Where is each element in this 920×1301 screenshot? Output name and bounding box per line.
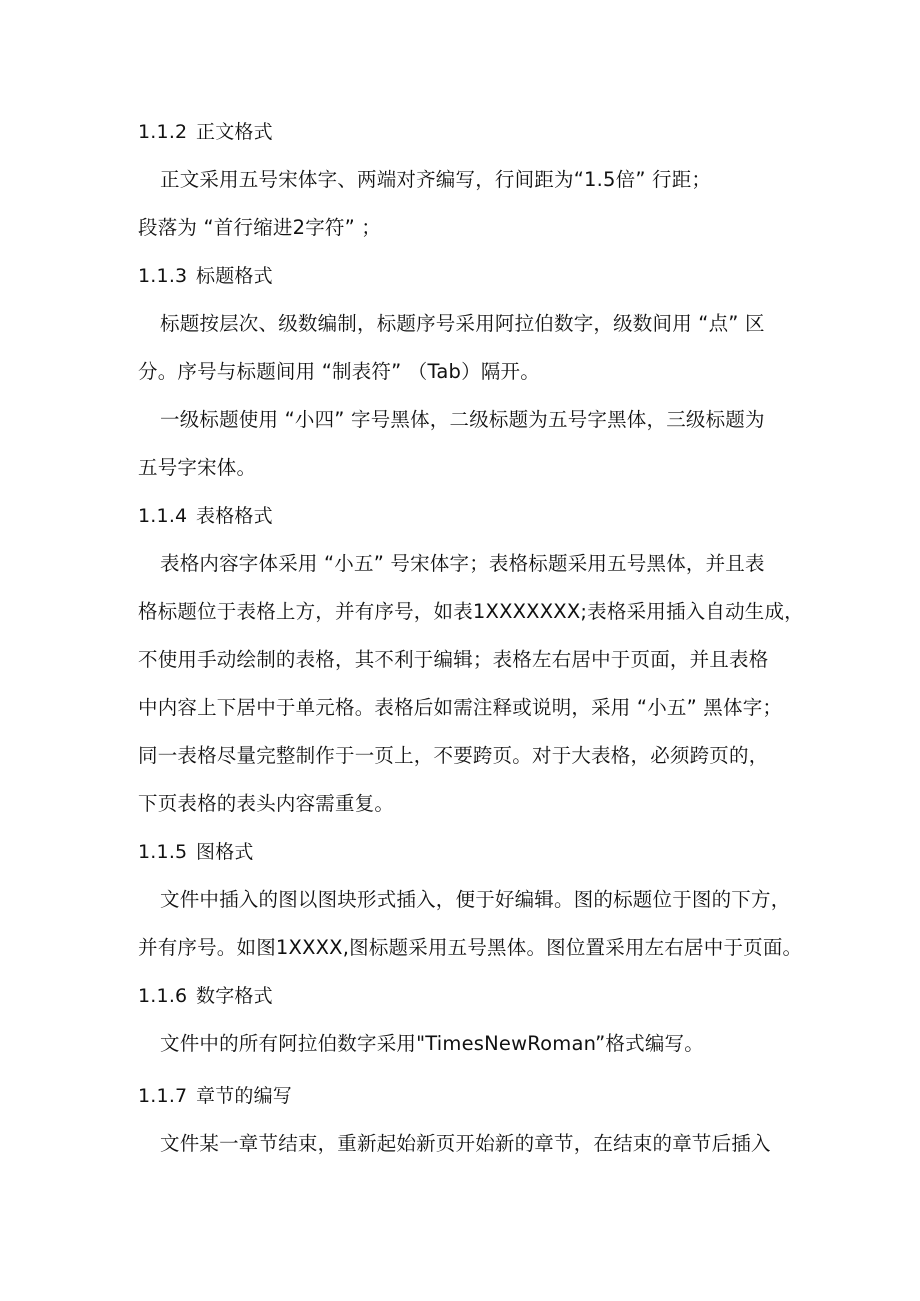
section-title: 正文格式	[196, 121, 273, 143]
section-title: 章节的编写	[196, 1085, 293, 1107]
section-number: 1.1.5	[138, 841, 188, 863]
paragraph-line: 不使用手动绘制的表格，其不利于编辑；表格左右居中于页面，并且表格	[138, 648, 769, 671]
paragraph-line: 并有序号。如图1XXXX,图标题采用五号黑体。图位置采用左右居中于页面。	[138, 936, 803, 959]
section-number: 1.1.3	[138, 265, 188, 287]
section-number: 1.1.6	[138, 985, 188, 1007]
section-heading-1-1-7	[138, 1083, 292, 1109]
section-title: 表格格式	[196, 505, 273, 527]
section-number: 1.1.4	[138, 505, 188, 527]
paragraph-line: 分。序号与标题间用 “制表符” （Tab）隔开。	[138, 360, 540, 383]
section-heading-1-1-3	[138, 263, 273, 289]
paragraph-line: 表格内容字体采用 “小五” 号宋体字；表格标题采用五号黑体，并且表	[160, 552, 765, 575]
paragraph-line: 标题按层次、级数编制，标题序号采用阿拉伯数字，级数间用 “点” 区	[160, 312, 765, 335]
paragraph-line: 五号字宋体。	[138, 456, 257, 479]
section-heading-1-1-6	[138, 983, 273, 1009]
section-title: 图格式	[196, 841, 254, 863]
paragraph-line: 文件某一章节结束，重新起始新页开始新的章节，在结束的章节后插入	[160, 1132, 771, 1155]
section-title: 标题格式	[196, 265, 273, 287]
paragraph-line: 一级标题使用 “小四” 字号黑体，二级标题为五号字黑体，三级标题为	[160, 408, 765, 431]
section-heading-1-1-4	[138, 503, 273, 529]
paragraph-line: 同一表格尽量完整制作于一页上，不要跨页。对于大表格，必须跨页的，	[138, 744, 769, 767]
paragraph-line: 文件中的所有阿拉伯数字采用"TimesNewRoman”格式编写。	[160, 1032, 704, 1055]
paragraph-line: 中内容上下居中于单元格。表格后如需注释或说明，采用 “小五” 黑体字；	[138, 696, 783, 719]
paragraph-line: 文件中插入的图以图块形式插入，便于好编辑。图的标题位于图的下方，	[160, 888, 791, 911]
section-heading-1-1-2	[138, 119, 273, 145]
paragraph-line: 正文采用五号宋体字、两端对齐编写，行间距为“1.5倍” 行距；	[160, 168, 712, 191]
section-title: 数字格式	[196, 985, 273, 1007]
section-number: 1.1.7	[138, 1085, 188, 1107]
paragraph-line: 下页表格的表头内容需重复。	[138, 792, 395, 815]
section-heading-1-1-5	[138, 839, 254, 865]
paragraph-line: 格标题位于表格上方，并有序号，如表1XXXXXXX;表格采用插入自动生成，	[138, 600, 804, 623]
paragraph-line: 段落为 “首行缩进2字符” ；	[138, 216, 382, 239]
section-number: 1.1.2	[138, 121, 188, 143]
